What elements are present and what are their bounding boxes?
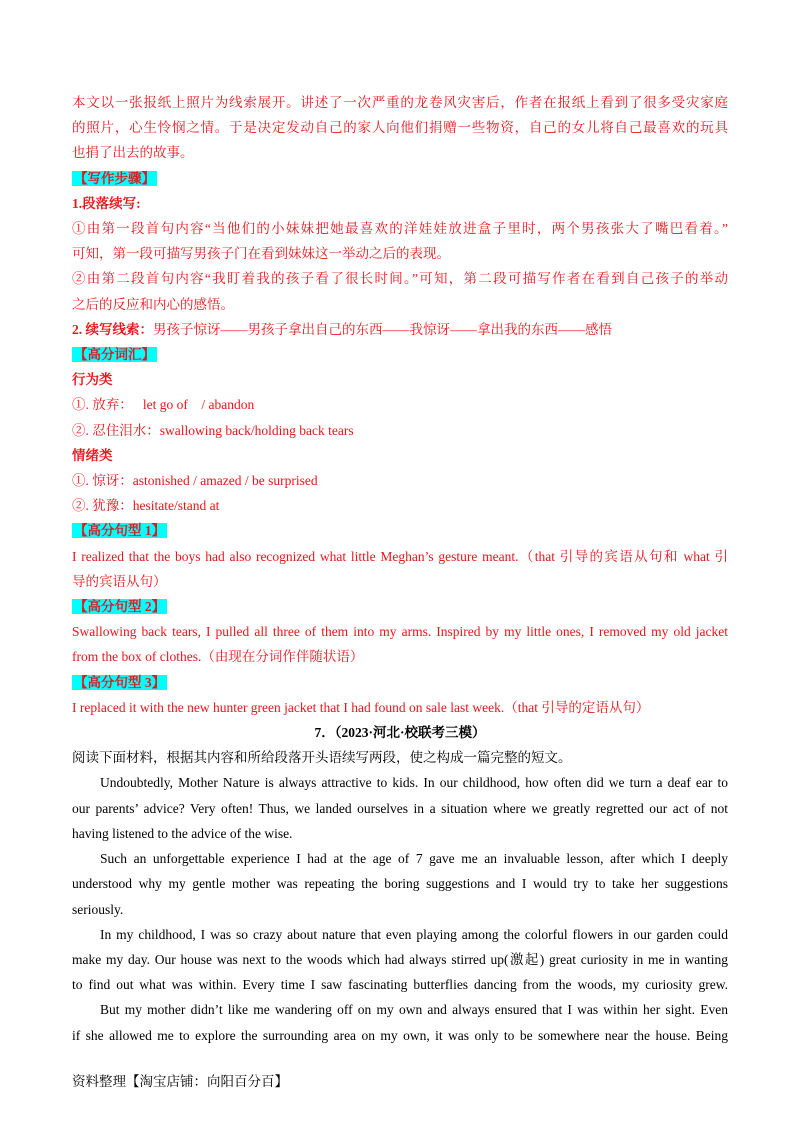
document-page [72, 90, 728, 1048]
sentence-text: from the box of clothes.（由现在分词作伴随状语） [72, 649, 364, 665]
step-text: ②由第二段首句内容“我盯着我的孩子看了很长时间。”可知，第二段可描写作者在看到自己孩子的举动 [72, 271, 728, 287]
sentence-text: I realized that the boys had also recognized what little Meghan’s gesture meant.（that 引导的宾语从句和 what 引 [72, 548, 728, 564]
vocab-tag: 【高分词汇】 [74, 347, 155, 363]
vocab-heading: 行为类 [72, 372, 113, 388]
summary-line: 的照片，心生怜悯之情。于是决定发动自己的家人向他们捐赠一些物资，自己的女儿将自己最喜欢的玩具 [72, 120, 728, 136]
passage-line: if she allowed me to explore the surrounding area on my own, it was only to be somewhere near the house. Being [72, 1027, 728, 1043]
summary-line: 也捐了出去的故事。 [72, 145, 194, 161]
step-text: 可知，第一段可描写男孩子门在看到妹妹这一举动之后的表现。 [72, 246, 450, 262]
passage-line: But my mother didn’t like me wandering off on my own and always ensured that I was within her sight. Even [100, 1002, 728, 1018]
passage-line: seriously. [72, 901, 124, 917]
passage-line: understood why my gentle mother was repeating the boring suggestions and I would try to take her suggestions [72, 876, 728, 892]
vocab-item: ②. 犹豫：hesitate/stand at [72, 498, 220, 514]
passage-line: In my childhood, I was so crazy about nature that even playing among the colorful flowers in our garden could [100, 926, 728, 942]
passage-line: make my day. Our house was next to the woods which had always stirred up(激起) great curiosity in me in wanting [72, 951, 728, 967]
passage-line: Such an unforgettable experience I had at the age of 7 gave me an invaluable lesson, after which I deeply [100, 851, 728, 867]
sentence-tag: 【高分句型 1】 [74, 523, 166, 539]
writing-steps-tag: 【写作步骤】 [74, 170, 155, 186]
vocab-item: ①. 惊讶：astonished / amazed / be surprised [72, 473, 318, 489]
step-text: 之后的反应和内心的感悟。 [72, 296, 234, 312]
sentence-text: Swallowing back tears, I pulled all three of them into my arms. Inspired by my little ones, I removed my old jacket [72, 624, 728, 640]
vocab-item: ①. 放弃： let go of / abandon [72, 397, 255, 413]
section-heading: 1.段落续写: [72, 195, 141, 211]
clue-line [72, 317, 728, 342]
sentence-text: 导的宾语从句） [72, 573, 167, 589]
question-title: 7．（2023·河北·校联考三模） [314, 725, 486, 741]
clue-text: 男孩子惊讶——男孩子拿出自己的东西——我惊讶——拿出我的东西——感悟 [153, 321, 612, 337]
sentence-tag: 【高分句型 2】 [74, 599, 166, 615]
page-footer: 资料整理【淘宝店铺：向阳百分百】 [72, 1074, 288, 1090]
passage-line: our parents’ advice? Very often! Thus, we landed ourselves in a situation where we greatly regretted our act of not [72, 800, 728, 816]
summary-line: 本文以一张报纸上照片为线索展开。讲述了一次严重的龙卷风灾害后，作者在报纸上看到了很多受灾家庭 [72, 95, 728, 110]
sentence-tag: 【高分句型 3】 [74, 674, 166, 690]
question-instruction: 阅读下面材料，根据其内容和所给段落开头语续写两段，使之构成一篇完整的短文。 [72, 750, 572, 766]
vocab-heading: 情绪类 [72, 447, 113, 463]
passage-line: to find out what was within. Every time I saw fascinating butterflies dancing from the woods, my curiosity grew. [72, 977, 728, 993]
passage-line: Undoubtedly, Mother Nature is always attractive to kids. In our childhood, how often did we turn a deaf ear to [100, 775, 728, 791]
sentence-text: I replaced it with the new hunter green jacket that I had found on sale last week.（that 引导的定语从句） [72, 699, 650, 715]
passage-line: having listened to the advice of the wise. [72, 825, 293, 841]
step-text: ①由第一段首句内容“当他们的小妹妹把她最喜欢的洋娃娃放进盒子里时，两个男孩张大了嘴巴看着。” [72, 221, 728, 237]
vocab-item: ②. 忍住泪水：swallowing back/holding back tears [72, 422, 354, 438]
clue-label: 2. 续写线索： [72, 321, 153, 337]
